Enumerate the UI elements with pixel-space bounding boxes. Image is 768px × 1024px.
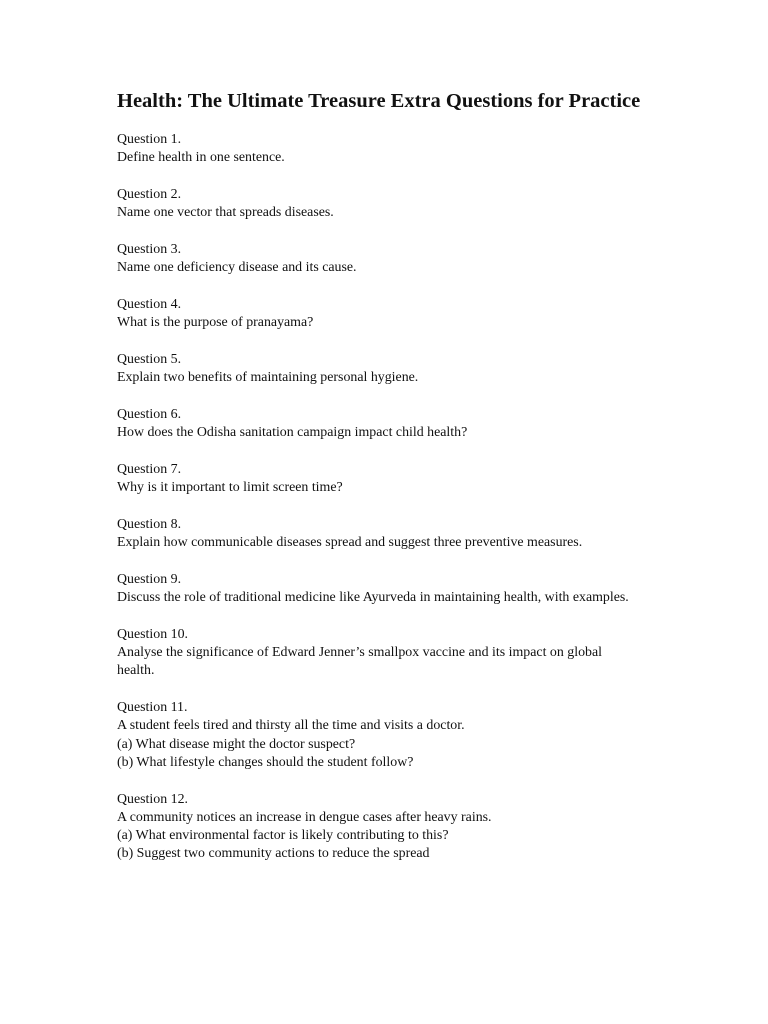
question-item — [117, 791, 657, 864]
question-subpart: (b) Suggest two community actions to reduce the spread — [117, 846, 430, 862]
question-number: Question 9. — [117, 572, 182, 587]
question-number: Question 1. — [117, 132, 182, 147]
question-subpart: (a) What disease might the doctor suspect? — [117, 736, 356, 752]
question-item — [117, 516, 657, 552]
question-number: Question 11. — [117, 700, 188, 716]
question-text: Explain how communicable diseases spread and suggest three preventive measures. — [117, 535, 583, 551]
question-number: Question 10. — [117, 627, 188, 642]
question-number: Question 12. — [117, 791, 188, 807]
question-text: What is the purpose of pranayama? — [117, 315, 314, 331]
question-subpart: (b) What lifestyle changes should the student follow? — [117, 754, 414, 770]
question-text: Name one deficiency disease and its cause. — [117, 260, 357, 276]
question-text: Explain two benefits of maintaining personal hygiene. — [117, 370, 419, 386]
question-subpart: (a) What environmental factor is likely contributing to this? — [117, 828, 449, 844]
question-item — [117, 626, 657, 681]
question-item — [117, 351, 657, 387]
question-text: A community notices an increase in dengue cases after heavy rains. — [117, 809, 492, 825]
question-item — [117, 241, 657, 277]
question-number: Question 7. — [117, 462, 182, 477]
question-item — [117, 186, 657, 222]
question-item — [117, 296, 657, 332]
question-text: Name one vector that spreads diseases. — [117, 205, 334, 221]
question-number: Question 8. — [117, 517, 182, 532]
question-item — [117, 131, 657, 167]
question-text: How does the Odisha sanitation campaign impact child health? — [117, 425, 468, 441]
question-item — [117, 571, 657, 607]
question-number: Question 4. — [117, 297, 182, 312]
question-list — [117, 131, 657, 882]
question-number: Question 2. — [117, 187, 182, 202]
question-text: A student feels tired and thirsty all the time and visits a doctor. — [117, 718, 465, 734]
question-item — [117, 461, 657, 497]
question-item — [117, 699, 657, 772]
question-text: Define health in one sentence. — [117, 150, 285, 166]
question-item — [117, 406, 657, 442]
question-number: Question 5. — [117, 352, 182, 367]
question-number: Question 6. — [117, 407, 182, 422]
question-number: Question 3. — [117, 242, 182, 257]
question-text: Why is it important to limit screen time? — [117, 480, 343, 496]
question-text: Analyse the significance of Edward Jenner’s smallpox vaccine and its impact on global health. — [117, 645, 602, 679]
document-title: Health: The Ultimate Treasure Extra Questions for Practice — [117, 90, 641, 112]
question-text: Discuss the role of traditional medicine like Ayurveda in maintaining health, with examples. — [117, 590, 629, 606]
